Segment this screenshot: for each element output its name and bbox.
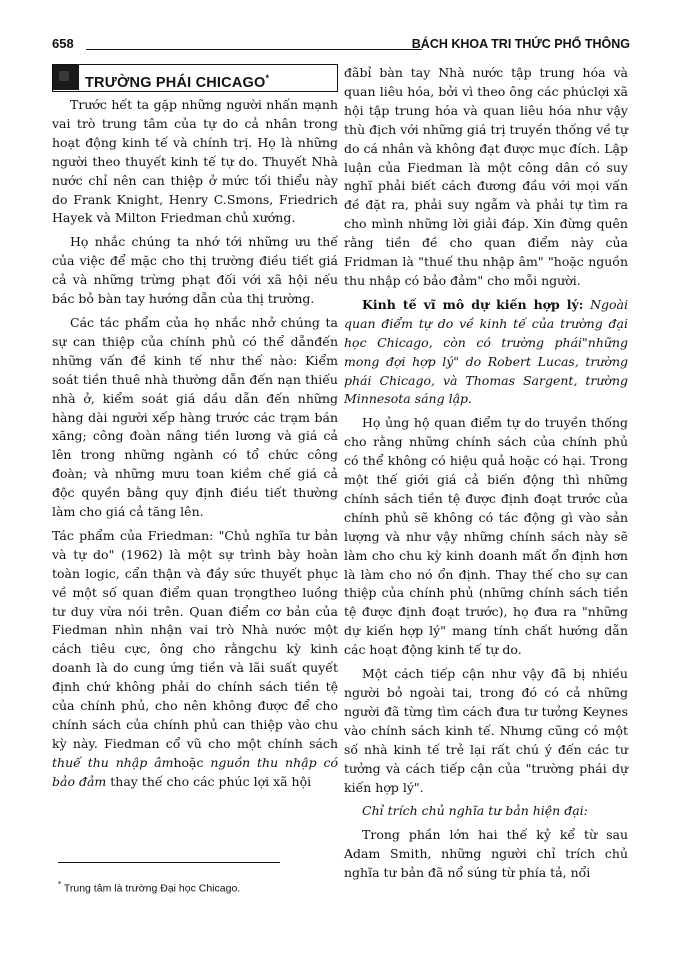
paragraph: Họ ủng hộ quan điểm tự do truyền thống cho rằng những chính sách của chính phủ có thể không có hiệu quả hoặc có hại. Trong một thế giới giá cả biến động thì những chính sách tiền tệ được định đoạt trước của chính phủ sẽ không có tác động gì vào sản lượng và như vậy những chính sách này sẽ làm cho chu kỳ kinh doanh mất ổn định hơn là làm cho nó ổn định. Thay thế cho sự can thiệp của chính phủ (những chính sách tiền tệ được định đoạt trước), họ đưa ra "những dự kiến hợp lý" mang tính chất hướng dẫn các hoạt động kinh tế tự do. bbox=[344, 415, 628, 658]
paragraph: Tác phẩm của Friedman: "Chủ nghĩa tư bản và tự do" (1962) là một sự trình bày hoàn toàn logic, cẩn thận và đầy sức thuyết phục về một số quan điểm quan trọngtheo luồng tư duy vừa nói trên. Quan điểm cơ bản của Fiedman nhìn nhận vai trò Nhà nước một cách tiêu cực, ông cho rằngchu kỳ kinh doanh là do cung ứng tiền và lãi suất quyết định chứ không phải do chính sách tiền tệ của chính phủ, cho nên không được để cho chính sách của chính phủ can thiệp vào chu kỳ này. Fiedman cổ vũ cho một chính sách thuế thu nhập âmhoặc nguồn thu nhập có bảo đảm thay thế cho các phúc lợi xã hội bbox=[52, 527, 338, 789]
paragraph: Trong phần lớn hai thế kỷ kể từ sau Adam Smith, những người chỉ trích chủ nghĩa tư bản đã nổ súng từ phía tả, nổi bbox=[344, 827, 628, 881]
paragraph: đãbỉ bàn tay Nhà nước tập trung hóa và quan liêu hóa, bởi vì theo ông các phúclợi xã hội tập trung hóa và quan liêu hóa như vậy thù địch với những giá trị truyền thống về tự do cá nhân và không đạt được mục đích. Lập luận của Fiedman là một công dân có suy nghĩ phải biết cách đương đầu với mọi vấn đề đặt ra, phải suy ngẫm và phải tự tìm ra cho mình những lời giải đáp. Xin đừng quên rằng tiền đề cho quan điểm này của Fridman là "thuế thu nhập âm" "hoặc nguồn thu nhập có bảo đảm" cho mỗi người. bbox=[344, 65, 628, 288]
paragraph: Họ nhắc chúng ta nhớ tới những ưu thế của việc để mặc cho thị trường điều tiết giá cả và những trừng phạt đối với xã hội nếu bác bỏ bàn tay hướng dẫn của thị trường. bbox=[52, 234, 338, 307]
title-decoration-block bbox=[53, 65, 79, 90]
page-header bbox=[52, 34, 630, 56]
subheading: Chỉ trích chủ nghĩa tư bản hiện đại: bbox=[362, 803, 588, 819]
header-rule bbox=[86, 49, 422, 50]
subheading-paragraph: Kinh tế vĩ mô dự kiến hợp lý: Ngoài quan điểm tự do về kinh tế của trường đại học Chicago, còn có trường phái"những mong đợi hợp lý" do Robert Lucas, trường phái Chicago, và Thomas Sargent, trường Minnesota sáng lập. bbox=[344, 296, 629, 407]
paragraph: Trước hết ta gặp những người nhấn mạnh vai trò trung tâm của tự do cả nhân trong hoạt động kinh tế và chính trị. Họ là những người theo thuyết kinh tế tự do. Thuyết Nhà nước chỉ nên can thiệp ở mức tối thiểu này do Frank Knight, Henry C.Smons, Friedrich Hayek và Milton Friedman chủ xướng. bbox=[52, 97, 338, 226]
section-title-box bbox=[52, 64, 338, 92]
footnote-rule bbox=[58, 862, 280, 863]
section-title: TRƯỜNG PHÁI CHICAGO* bbox=[85, 73, 270, 91]
left-column bbox=[52, 64, 338, 797]
page-number: 658 bbox=[52, 36, 74, 51]
footnote: * Trung tâm là trường Đại học Chicago. bbox=[58, 880, 241, 895]
book-title: BÁCH KHOA TRI THỨC PHỔ THÔNG bbox=[411, 37, 630, 51]
paragraph: Các tác phẩm của họ nhắc nhở chúng ta sự can thiệp của chính phủ có thể dẫnđến những vấn đề kinh tế như thế nào: Kiểm soát tiền thuê nhà thường dẫn đến nạn thiếu nhà ở, kiểm soát giá dầu dẫn đến những hàng dài người xếp hàng trước các trạm bán xăng; công đoàn nâng tiền lương và giá cả lên trong những ngành có tổ chức công đoàn; và những mưu toan kiềm chế giá cả độc quyền bằng quy định điều tiết thường làm cho giá cả tăng lên. bbox=[52, 314, 338, 520]
footnote-mark: * bbox=[265, 73, 270, 83]
right-column bbox=[344, 64, 628, 888]
paragraph: Một cách tiếp cận như vậy đã bị nhiều người bỏ ngoài tai, trong đó có cả những người đã từng tìm cách đưa tư tưởng Keynes vào chính sách kinh tế. Nhưng cũng có một số nhà kinh tế trẻ lại rất chú ý đến các tư tưởng và cách tiếp cận của "trường phái dự kiến hợp lý". bbox=[344, 666, 628, 795]
